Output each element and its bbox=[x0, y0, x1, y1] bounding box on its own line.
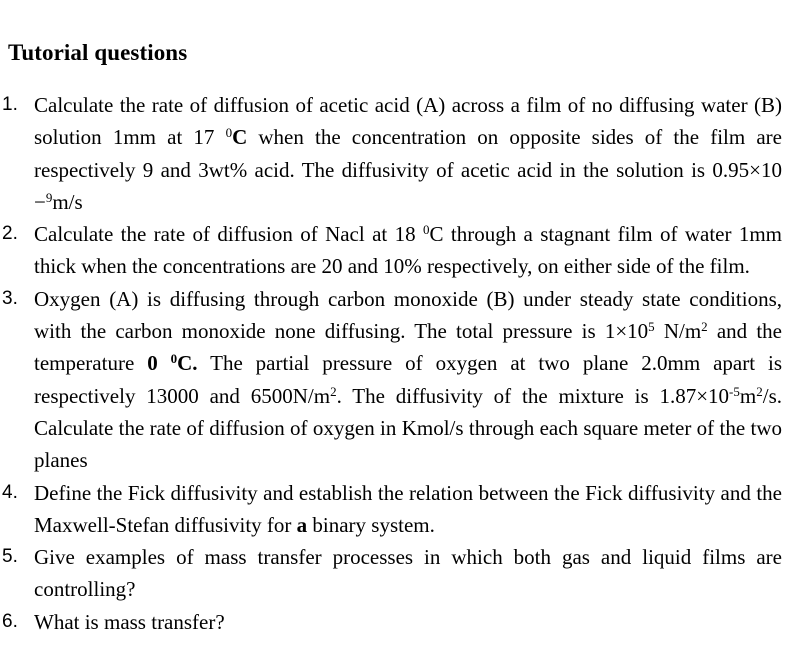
question-number: 4. bbox=[2, 481, 18, 503]
question-3 bbox=[0, 283, 800, 477]
question-1 bbox=[0, 89, 800, 218]
page-title: Tutorial questions bbox=[8, 40, 188, 65]
superscript: 0 bbox=[422, 222, 430, 238]
question-number: 5. bbox=[2, 546, 18, 568]
question-text: Calculate the rate of diffusion of Nacl at 18 bbox=[34, 222, 423, 247]
question-4 bbox=[0, 477, 800, 542]
question-text: Calculate the rate of diffusion of acetic acid (A) across a film of no diffusing water (B) solution 1mm at 17 bbox=[34, 93, 782, 150]
superscript: -5 bbox=[729, 383, 740, 399]
question-text: C through a stagnant film of water 1mm thick when the concentrations are 20 and 10% respectively, on either side of the film. bbox=[34, 222, 782, 279]
bold-text: C. bbox=[177, 351, 198, 376]
question-text: . The diffusivity of the mixture is 1.87×10 bbox=[336, 383, 730, 408]
question-2 bbox=[0, 218, 800, 283]
question-number: 2. bbox=[2, 223, 18, 245]
question-5 bbox=[0, 541, 800, 606]
question-text: The partial pressure of oxygen at two plane 2.0mm apart is respectively 13000 and 6500N/m bbox=[34, 351, 782, 408]
question-text: when the concentration on opposite sides of the film are respectively 9 and 3wt% acid. The diffusivity of acetic acid in the solution is 0.95×10 − bbox=[34, 125, 782, 214]
superscript: 0 bbox=[225, 125, 233, 141]
question-number: 6. bbox=[2, 610, 18, 632]
question-text: and the temperature bbox=[34, 319, 782, 376]
question-list bbox=[0, 89, 800, 638]
question-text: m bbox=[739, 383, 757, 408]
bold-text: C bbox=[232, 125, 248, 150]
question-6 bbox=[0, 606, 800, 638]
superscript: 5 bbox=[648, 318, 655, 334]
question-number: 1. bbox=[2, 94, 18, 115]
bold-text: 0 bbox=[147, 351, 171, 376]
superscript: 9 bbox=[45, 189, 53, 205]
question-text: Give examples of mass transfer processes in which both gas and liquid films are controlling? bbox=[34, 545, 782, 602]
question-text: binary system. bbox=[307, 512, 435, 537]
question-text: Define the Fick diffusivity and establish the relation between the Fick diffusivity and the Maxwell-Stefan diffusivity for bbox=[34, 480, 782, 537]
bold-text: a bbox=[296, 512, 308, 537]
superscript: 2 bbox=[701, 318, 708, 334]
superscript: 2 bbox=[756, 383, 763, 399]
question-text: N/m bbox=[654, 319, 702, 344]
superscript: 0 bbox=[170, 351, 178, 367]
question-number: 3. bbox=[2, 287, 18, 309]
question-text: /s. Calculate the rate of diffusion of oxygen in Kmol/s through each square meter of the two planes bbox=[34, 383, 782, 473]
question-text: Oxygen (A) is diffusing through carbon monoxide (B) under steady state conditions, with the carbon monoxide none diffusing. The total pressure is 1×10 bbox=[34, 286, 782, 344]
question-text: What is mass transfer? bbox=[34, 609, 225, 634]
superscript: 2 bbox=[330, 383, 337, 399]
question-text: m/s bbox=[52, 189, 83, 214]
